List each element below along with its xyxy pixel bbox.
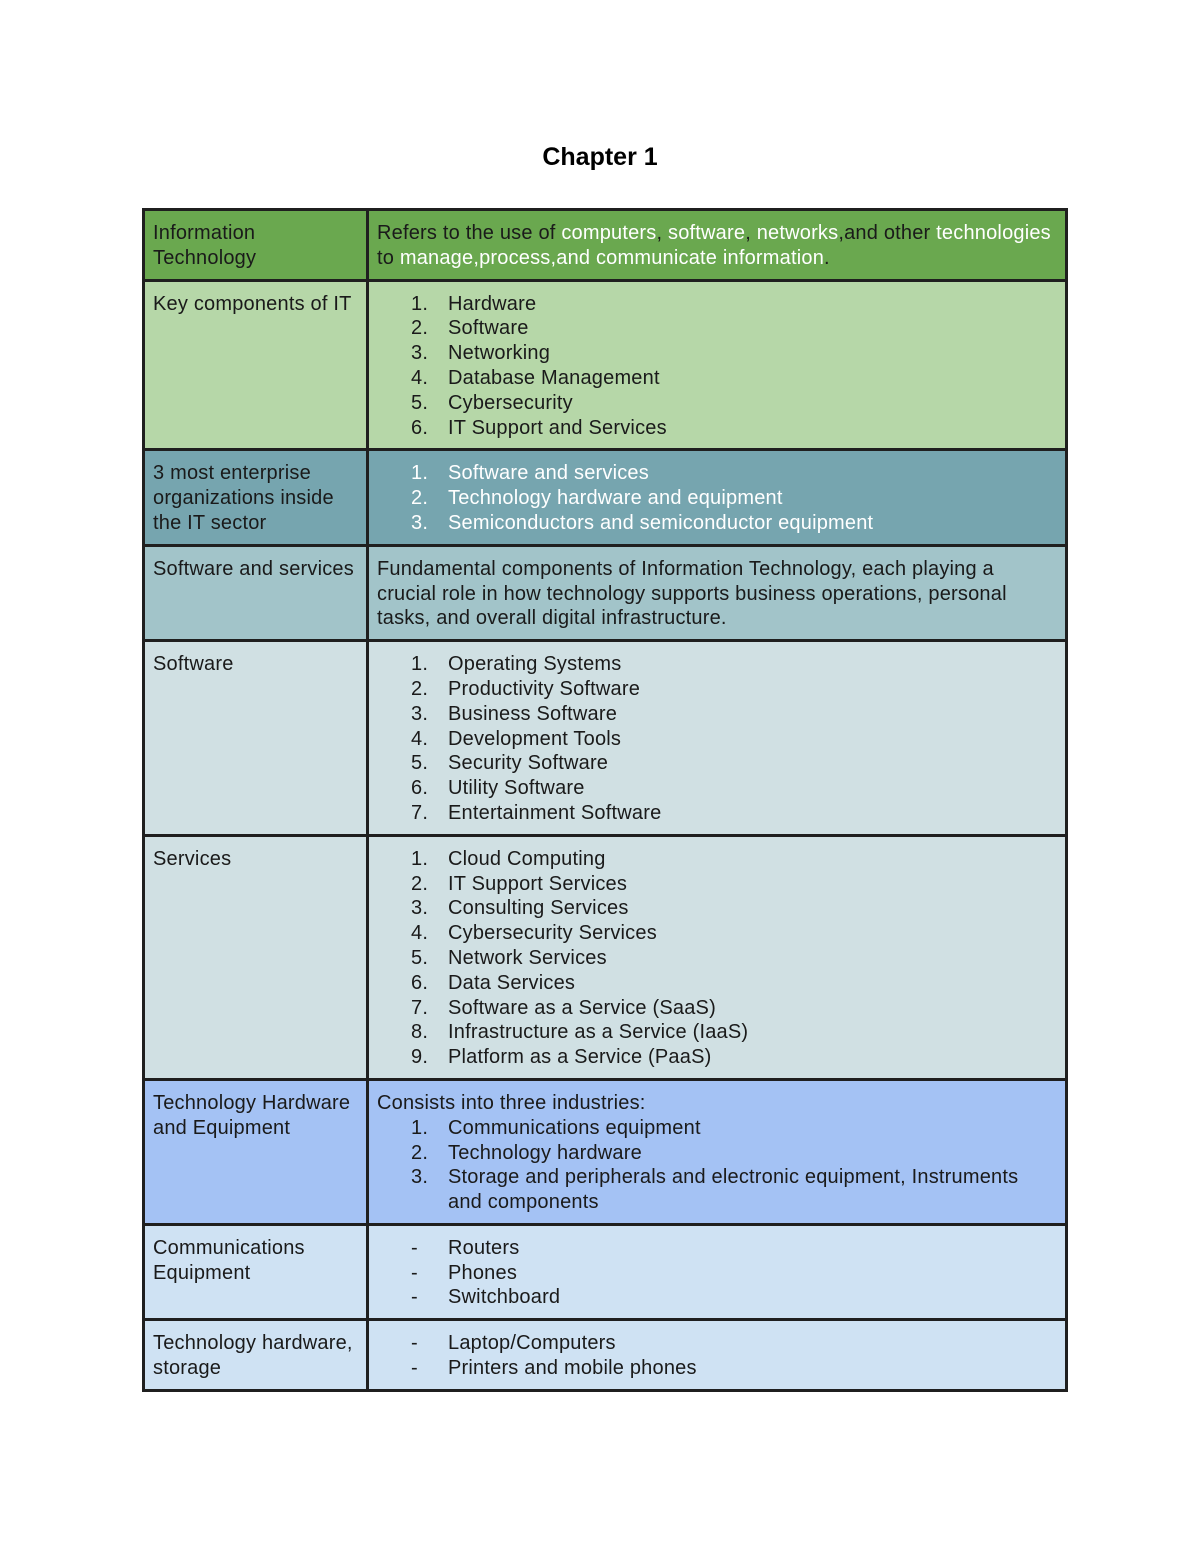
list-item xyxy=(377,1116,1057,1141)
dash-bullet: - xyxy=(411,1261,418,1284)
definition-text: to xyxy=(377,246,400,269)
list-item-text: Communications equipment xyxy=(448,1116,701,1139)
numbered-list xyxy=(377,1116,1057,1215)
dash-bullet: - xyxy=(411,1286,418,1309)
list-item-text: Utility Software xyxy=(448,777,585,800)
term-cell: Information Technology xyxy=(144,210,368,281)
highlighted-term: manage,process,and communicate information xyxy=(399,246,825,269)
list-number: 3. xyxy=(411,702,429,725)
term-cell: Services xyxy=(144,835,368,1079)
list-item-text: Security Software xyxy=(448,752,609,775)
page-title: Chapter 1 xyxy=(542,143,658,171)
list-item xyxy=(377,1165,1057,1215)
list-item-text: Infrastructure as a Service (IaaS) xyxy=(448,1021,749,1044)
list-item-text: Entertainment Software xyxy=(448,801,662,824)
highlighted-term: computers xyxy=(561,222,657,244)
list-item-text: Printers and mobile phones xyxy=(448,1357,697,1380)
list-item xyxy=(377,1045,1057,1070)
table-row-information-technology xyxy=(144,210,1067,281)
list-number: 3. xyxy=(411,1166,429,1189)
list-item-text: Technology hardware and equipment xyxy=(448,487,783,510)
list-number: 5. xyxy=(411,391,429,414)
list-item-text: Networking xyxy=(448,342,551,365)
list-number: 5. xyxy=(411,752,429,775)
list-item xyxy=(377,1285,1057,1310)
list-item-text: Software as a Service (SaaS) xyxy=(448,996,716,1019)
list-item-text: Routers xyxy=(448,1236,520,1259)
definition-cell xyxy=(368,210,1067,281)
table-row-services xyxy=(144,835,1067,1079)
list-number: 1. xyxy=(411,847,429,870)
list-number: 7. xyxy=(411,801,429,824)
table-row-software xyxy=(144,641,1067,836)
definition-text: . xyxy=(824,246,830,269)
numbered-list xyxy=(377,652,1057,826)
list-item-text: Cloud Computing xyxy=(448,847,606,870)
list-number: 8. xyxy=(411,1021,429,1044)
highlighted-term: software xyxy=(668,222,746,244)
list-item xyxy=(377,1356,1057,1381)
list-item-text: Software and services xyxy=(448,462,649,485)
list-item xyxy=(377,416,1057,441)
list-item-text: Hardware xyxy=(448,292,537,315)
list-item xyxy=(377,1331,1057,1356)
list-item-text: IT Support Services xyxy=(448,872,628,895)
list-item-text: Network Services xyxy=(448,946,607,969)
list-item xyxy=(377,511,1057,536)
list-item-text: Storage and peripherals and electronic equipment, Instruments and components xyxy=(448,1166,1019,1214)
list-item-text: Switchboard xyxy=(448,1286,561,1309)
definition-text: Refers to the use of xyxy=(377,222,562,244)
list-number: 3. xyxy=(411,342,429,365)
list-number: 6. xyxy=(411,971,429,994)
list-number: 2. xyxy=(411,872,429,895)
list-number: 2. xyxy=(411,1141,429,1164)
list-item xyxy=(377,776,1057,801)
list-item xyxy=(377,921,1057,946)
dash-bullet: - xyxy=(411,1236,418,1259)
list-number: 2. xyxy=(411,317,429,340)
list-number: 6. xyxy=(411,416,429,439)
notes-table xyxy=(142,208,1068,1392)
list-item xyxy=(377,652,1057,677)
list-number: 3. xyxy=(411,897,429,920)
table-row-software-and-services xyxy=(144,545,1067,640)
term-cell: 3 most enterprise organizations inside the IT sector xyxy=(144,450,368,545)
list-item xyxy=(377,872,1057,897)
list-item xyxy=(377,1020,1057,1045)
term-cell: Technology hardware, storage xyxy=(144,1320,368,1391)
term-cell: Technology Hardware and Equipment xyxy=(144,1079,368,1224)
list-item-text: Technology hardware xyxy=(448,1141,642,1164)
list-item-text: Cybersecurity xyxy=(448,391,573,414)
bullet-list xyxy=(377,1331,1057,1381)
highlighted-term: technologies xyxy=(936,222,1051,244)
list-item xyxy=(377,1261,1057,1286)
list-item-text: Development Tools xyxy=(448,727,622,750)
list-item-text: Phones xyxy=(448,1261,518,1284)
list-item xyxy=(377,1236,1057,1261)
list-item-text: Laptop/Computers xyxy=(448,1332,616,1355)
definition-cell xyxy=(368,835,1067,1079)
list-item xyxy=(377,292,1057,317)
definition-cell xyxy=(368,641,1067,836)
list-number: 1. xyxy=(411,292,429,315)
highlighted-term: networks xyxy=(756,222,839,244)
table-row-key-components xyxy=(144,280,1067,450)
list-item-text: Semiconductors and semiconductor equipment xyxy=(448,511,874,534)
term-cell: Software and services xyxy=(144,545,368,640)
table-row-technology-hardware-equipment xyxy=(144,1079,1067,1224)
list-number: 4. xyxy=(411,366,429,389)
list-item-text: Productivity Software xyxy=(448,677,641,700)
list-item-text: Cybersecurity Services xyxy=(448,922,657,945)
list-number: 6. xyxy=(411,777,429,800)
list-item xyxy=(377,971,1057,996)
list-number: 1. xyxy=(411,1116,429,1139)
list-item xyxy=(377,896,1057,921)
numbered-list xyxy=(377,847,1057,1070)
list-number: 3. xyxy=(411,511,429,534)
table-row-enterprise-organizations xyxy=(144,450,1067,545)
list-item xyxy=(377,366,1057,391)
list-item xyxy=(377,801,1057,826)
definition-cell xyxy=(368,450,1067,545)
list-number: 4. xyxy=(411,727,429,750)
list-item xyxy=(377,486,1057,511)
definition-cell xyxy=(368,1224,1067,1319)
list-number: 9. xyxy=(411,1046,429,1069)
list-item xyxy=(377,946,1057,971)
list-intro: Consists into three industries: xyxy=(377,1091,646,1114)
definition-cell xyxy=(368,280,1067,450)
term-cell: Key components of IT xyxy=(144,280,368,450)
table-row-technology-hardware-storage xyxy=(144,1320,1067,1391)
list-item-text: Business Software xyxy=(448,702,618,725)
list-item xyxy=(377,727,1057,752)
list-item-text: Software xyxy=(448,317,529,340)
list-number: 1. xyxy=(411,653,429,676)
list-number: 2. xyxy=(411,487,429,510)
bullet-list xyxy=(377,1236,1057,1310)
list-number: 1. xyxy=(411,462,429,485)
list-number: 2. xyxy=(411,677,429,700)
list-item-text: Data Services xyxy=(448,971,576,994)
list-item-text: Database Management xyxy=(448,366,660,389)
list-item xyxy=(377,1141,1057,1166)
list-item xyxy=(377,316,1057,341)
list-item xyxy=(377,341,1057,366)
list-item xyxy=(377,702,1057,727)
definition-text: , xyxy=(656,222,668,244)
list-item xyxy=(377,751,1057,776)
list-item xyxy=(377,677,1057,702)
table-row-communications-equipment xyxy=(144,1224,1067,1319)
dash-bullet: - xyxy=(411,1332,418,1355)
definition-cell xyxy=(368,1320,1067,1391)
numbered-list xyxy=(377,292,1057,441)
list-item-text: IT Support and Services xyxy=(448,416,667,439)
definition-text: , xyxy=(745,222,757,244)
term-cell: Software xyxy=(144,641,368,836)
term-cell: Communications Equipment xyxy=(144,1224,368,1319)
list-item-text: Consulting Services xyxy=(448,897,629,920)
definition-text: ,and other xyxy=(838,222,937,244)
list-item xyxy=(377,847,1057,872)
list-item-text: Operating Systems xyxy=(448,653,622,676)
list-number: 4. xyxy=(411,922,429,945)
list-item xyxy=(377,996,1057,1021)
list-item xyxy=(377,391,1057,416)
definition-cell: Fundamental components of Information Technology, each playing a crucial role in how technology supports business operations, personal tasks, and overall digital infrastructure. xyxy=(368,545,1067,640)
list-item xyxy=(377,461,1057,486)
definition-cell xyxy=(368,1079,1067,1224)
list-number: 5. xyxy=(411,946,429,969)
list-number: 7. xyxy=(411,996,429,1019)
dash-bullet: - xyxy=(411,1357,418,1380)
numbered-list xyxy=(377,461,1057,535)
list-item-text: Platform as a Service (PaaS) xyxy=(448,1046,712,1069)
